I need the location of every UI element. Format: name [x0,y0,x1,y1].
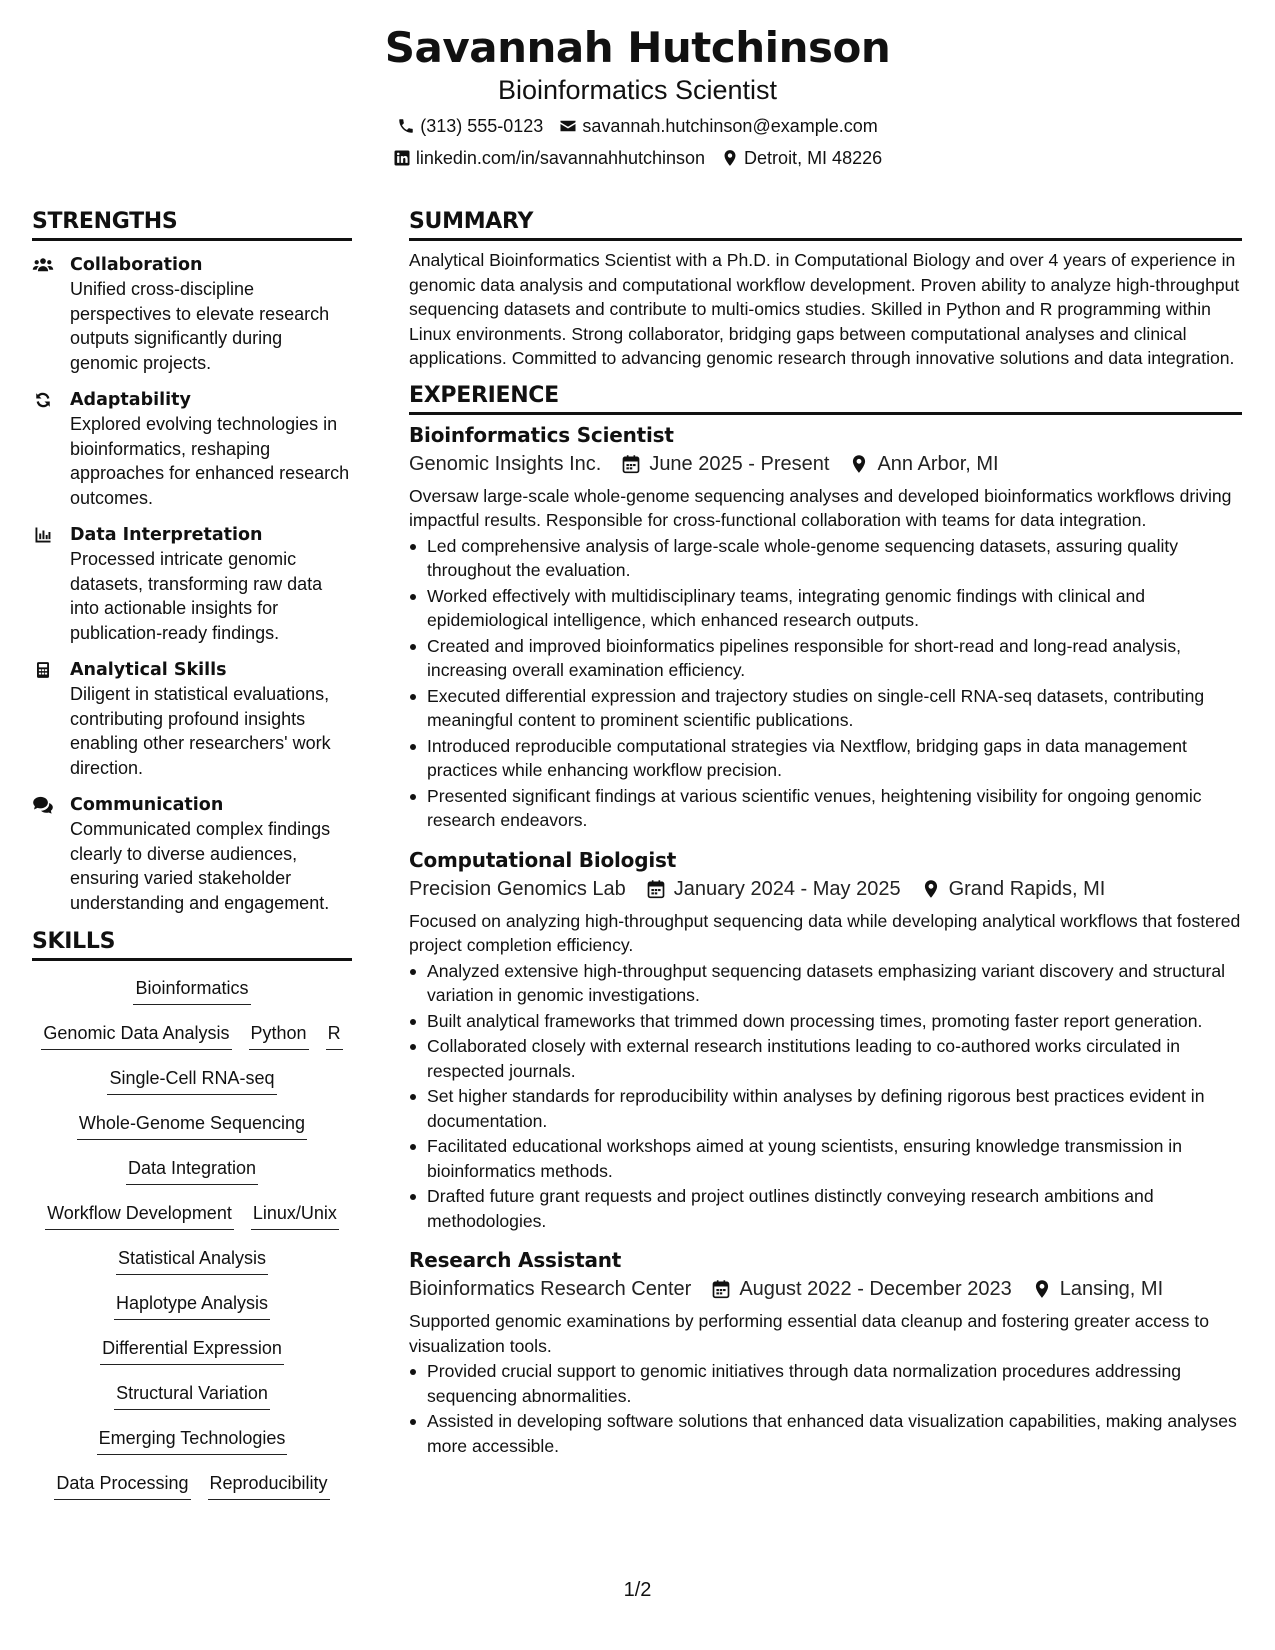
phone-icon [397,117,415,135]
email-text[interactable]: savannah.hutchinson@example.com [582,116,878,136]
strength-item [32,793,352,915]
strength-title: Analytical Skills [70,660,227,680]
contact-phone [397,114,543,138]
strength-desc: Explored evolving technologies in bioinformatics, reshaping approaches for enhanced research outcomes. [70,414,350,508]
skill-tag: Workflow Development [45,1201,234,1230]
skill-tag: Emerging Technologies [97,1426,288,1455]
job-location: Grand Rapids, MI [948,877,1106,900]
summary-heading: SUMMARY [409,208,1242,241]
candidate-name: Savannah Hutchinson [384,23,891,72]
job-location: Lansing, MI [1059,1278,1164,1300]
skill-row [32,1246,352,1291]
skill-row [32,1471,352,1516]
job-dates: June 2025 - Present [649,452,830,475]
job-description: Oversaw large-scale whole-genome sequencing analyses and developed bioinformatics workflows driving impactful results. Responsible for cross-functional collaboration with teams for data integration. [409,485,1232,530]
bullet-item: Presented significant findings at various scientific venues, heightening visibility for ongoing genomic research endeavors. [409,784,1242,833]
bullet-item: Led comprehensive analysis of large-scale whole-genome sequencing datasets, assuring quality throughout the evaluation. [409,534,1242,583]
bullet-item: Executed differential expression and trajectory studies on single-cell RNA-seq datasets, contributing meaningful content to prominent scientific publications. [409,684,1242,733]
skill-tag: Linux/Unix [251,1201,339,1230]
job-bullets [409,534,1242,833]
skill-tag: Single-Cell RNA-seq [107,1066,276,1095]
contact-location [721,146,882,170]
phone-text: (313) 555-0123 [420,116,544,136]
job-description: Supported genomic examinations by performing essential data cleanup and fostering greater access to visualization tools. [409,1311,1210,1356]
bar-chart-icon [32,526,54,544]
page-number: 1/2 [623,1579,652,1601]
contact-linkedin[interactable] [393,146,705,170]
strength-item [32,253,352,375]
skill-row [32,1426,352,1471]
left-column [32,208,352,1516]
map-pin-icon [1032,1279,1052,1299]
skill-tag: Statistical Analysis [116,1246,268,1275]
contact-email[interactable] [559,114,877,138]
job-dates: January 2024 - May 2025 [673,877,901,900]
job-company: Bioinformatics Research Center [409,1278,692,1300]
linkedin-text[interactable]: linkedin.com/in/savannahhutchinson [415,148,706,168]
bullet-item: Facilitated educational workshops aimed at young scientists, ensuring knowledge transmission in bioinformatics methods. [409,1134,1242,1183]
job-title: Research Assistant [409,1248,622,1272]
job-dates: August 2022 - December 2023 [739,1278,1012,1300]
experience-heading: EXPERIENCE [409,382,1242,415]
job-entry [409,421,1242,833]
bullet-item: Worked effectively with multidisciplinary teams, integrating genomic findings with clinical and epidemiological intelligence, which enhanced research outputs. [409,584,1242,633]
resume-header [0,22,1275,170]
skill-row [32,1111,352,1156]
refresh-icon [32,391,54,409]
strength-title: Communication [70,795,224,815]
contact-line-2 [0,146,1275,170]
bullet-item: Built analytical frameworks that trimmed down processing times, promoting faster report generation. [409,1009,1242,1034]
strengths-heading: STRENGTHS [32,208,352,241]
job-meta [409,449,1242,479]
strength-title: Collaboration [70,255,203,275]
skill-row [32,1066,352,1111]
bullet-item: Provided crucial support to genomic initiatives through data normalization procedures addressing sequencing abnormalities. [409,1359,1242,1408]
right-column [409,208,1242,1459]
map-pin-icon [849,454,869,474]
calendar-icon [711,1279,731,1299]
comments-icon [32,796,54,814]
strength-item [32,388,352,510]
bullet-item: Analyzed extensive high-throughput sequencing datasets emphasizing variant discovery and structural variation in genomic investigations. [409,959,1242,1008]
job-location: Ann Arbor, MI [877,452,999,475]
skill-tag: Python [249,1021,309,1050]
calculator-icon [32,661,54,679]
bullet-item: Collaborated closely with external research institutions leading to co-authored works circulated in respected journals. [409,1034,1242,1083]
skill-row [32,1381,352,1426]
skill-tag: Whole-Genome Sequencing [77,1111,307,1140]
skill-tag: Bioinformatics [133,976,250,1005]
job-company: Precision Genomics Lab [409,877,626,900]
job-title: Computational Biologist [409,847,677,872]
skill-tag: R [326,1021,343,1050]
job-description: Focused on analyzing high-throughput sequencing data while developing analytical workflows that fostered project completion efficiency. [409,910,1241,955]
users-icon [32,256,54,274]
skill-tag: Genomic Data Analysis [41,1021,231,1050]
strength-desc: Processed intricate genomic datasets, transforming raw data into actionable insights for publication-ready findings. [70,549,323,643]
bullet-item: Drafted future grant requests and project outlines distinctly conveying research ambitions and methodologies. [409,1184,1242,1233]
skills-list [32,976,352,1516]
strength-item [32,658,352,780]
bullet-item: Created and improved bioinformatics pipelines responsible for short-read and long-read analysis, increasing overall examination efficiency. [409,634,1242,683]
strength-desc: Unified cross-discipline perspectives to elevate research outputs significantly during genomic projects. [70,279,330,373]
skill-row [32,976,352,1021]
summary-text: Analytical Bioinformatics Scientist with a Ph.D. in Computational Biology and over 4 years of experience in genomic data analysis and computational workflow development. Proven ability to analyze high-throughput sequencing datasets and contribute to multi-omics studies. Skilled in Python and R programming within Linux environments. Strong collaborator, bridging gaps between computational analyses and clinical applications. Committed to advancing genomic research through innovative solutions and data integration. [409,250,1240,368]
calendar-icon [621,454,641,474]
job-company: Genomic Insights Inc. [409,452,602,475]
envelope-icon [559,117,577,135]
bullet-item: Introduced reproducible computational strategies via Nextflow, bridging gaps in data management practices while enhancing workflow precision. [409,734,1242,783]
skill-row [32,1291,352,1336]
skill-tag: Data Integration [126,1156,258,1185]
skill-tag: Differential Expression [100,1336,284,1365]
job-meta [409,1274,1242,1304]
job-bullets [409,1359,1242,1458]
contact-line-1 [0,114,1275,138]
strengths-list [32,253,352,915]
skill-row [32,1336,352,1381]
candidate-role: Bioinformatics Scientist [497,75,778,105]
skill-tag: Haplotype Analysis [114,1291,270,1320]
job-meta [409,874,1242,904]
skill-row [32,1156,352,1201]
strength-title: Data Interpretation [70,525,263,545]
location-text: Detroit, MI 48226 [744,148,883,168]
bullet-item: Assisted in developing software solutions that enhanced data visualization capabilities, making analyses more accessible. [409,1409,1242,1458]
skill-tag: Structural Variation [114,1381,270,1410]
strength-desc: Communicated complex findings clearly to diverse audiences, ensuring varied stakeholder understanding and engagement. [70,819,331,913]
job-title: Bioinformatics Scientist [409,422,674,447]
map-pin-icon [721,149,739,167]
strength-title: Adaptability [70,390,191,410]
job-bullets [409,959,1242,1234]
job-entry [409,1246,1242,1458]
skills-heading: SKILLS [32,928,352,961]
skill-row [32,1021,352,1066]
strength-desc: Diligent in statistical evaluations, contributing profound insights enabling other researchers' work direction. [70,684,331,778]
calendar-icon [646,879,666,899]
linkedin-icon [393,149,411,167]
bullet-item: Set higher standards for reproducibility within analyses by defining rigorous best practices evident in documentation. [409,1084,1242,1133]
strength-item [32,523,352,645]
skill-tag: Reproducibility [208,1471,330,1500]
map-pin-icon [921,879,941,899]
skill-tag: Data Processing [54,1471,190,1500]
skill-row [32,1201,352,1246]
job-entry [409,846,1242,1234]
